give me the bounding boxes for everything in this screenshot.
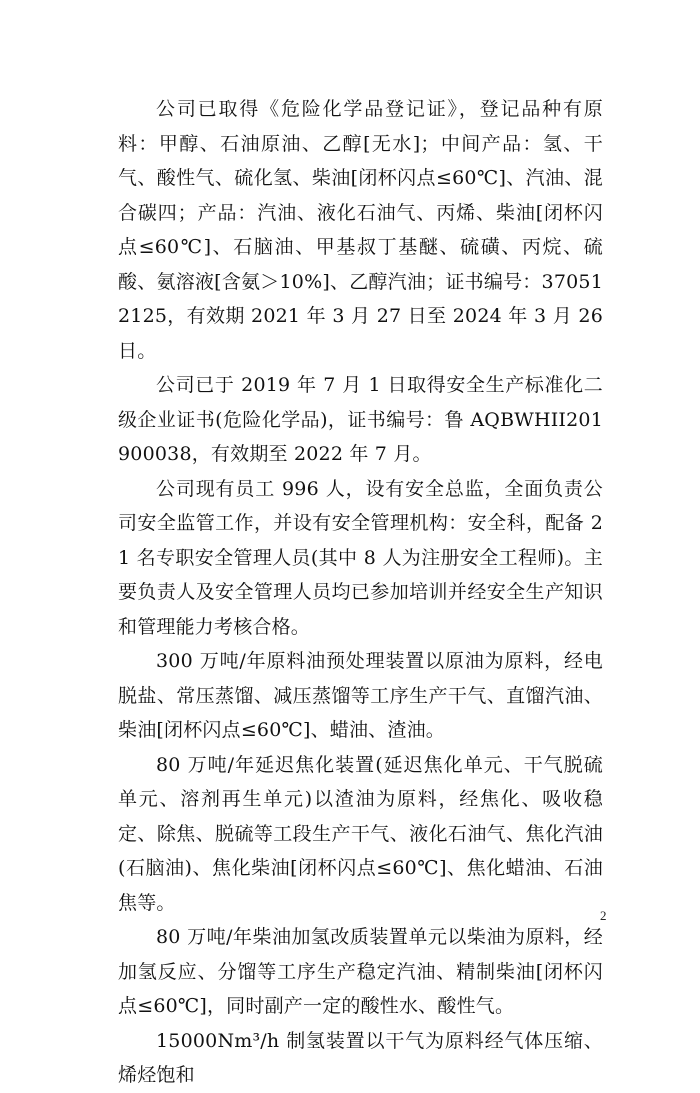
paragraph-delayed-coking-unit: 80 万吨/年延迟焦化装置(延迟焦化单元、干气脱硫单元、溶剂再生单元)以渣油为原料，经焦化、吸收稳定、除焦、脱硫等工段生产干气、液化石油气、焦化汽油(石脑油)、焦化柴油[闭杯闪点≤60℃]、焦化蜡油、石油焦等。 (118, 753, 603, 914)
paragraph-diesel-hydrotreating-unit: 80 万吨/年柴油加氢改质装置单元以柴油为原料，经加氢反应、分馏等工序生产稳定汽油、精制柴油[闭杯闪点≤60℃]，同时副产一定的酸性水、酸性气。 (118, 926, 603, 1017)
document-body (118, 92, 603, 1093)
paragraph-hydrogen-production-unit: 15000Nm³/h 制氢装置以干气为原料经气体压缩、烯烃饱和 (118, 1029, 603, 1086)
paragraph-registration-certificate: 公司已取得《危险化学品登记证》，登记品种有原料：甲醇、石油原油、乙醇[无水]；中间产品：氢、干气、酸性气、硫化氢、柴油[闭杯闪点≤60℃]、汽油、混合碳四；产品：汽油、液化石油气、丙烯、柴油[闭杯闪点≤60℃]、石脑油、甲基叔丁基醚、硫磺、丙烷、硫酸、氨溶液[含氨＞10%]、乙醇汽油；证书编号：370512125，有效期 2021 年 3 月 27 日至 2024 年 3 月 26 日。 (118, 98, 603, 362)
page-number: 2 (600, 908, 607, 923)
paragraph-safety-standardization: 公司已于 2019 年 7 月 1 日取得安全生产标准化二级企业证书(危险化学品)，证书编号：鲁 AQBWHII201900038，有效期至 2022 年 7 月。 (118, 374, 603, 465)
paragraph-crude-pretreatment-unit: 300 万吨/年原料油预处理装置以原油为原料，经电脱盐、常压蒸馏、减压蒸馏等工序生产干气、直馏汽油、柴油[闭杯闪点≤60℃]、蜡油、渣油。 (118, 650, 603, 741)
paragraph-staff-safety-management: 公司现有员工 996 人，设有安全总监，全面负责公司安全监管工作，并设有安全管理机构：安全科，配备 21 名专职安全管理人员(其中 8 人为注册安全工程师)。主要负责人及安全管理人员均已参加培训并经安全生产知识和管理能力考核合格。 (118, 477, 603, 638)
